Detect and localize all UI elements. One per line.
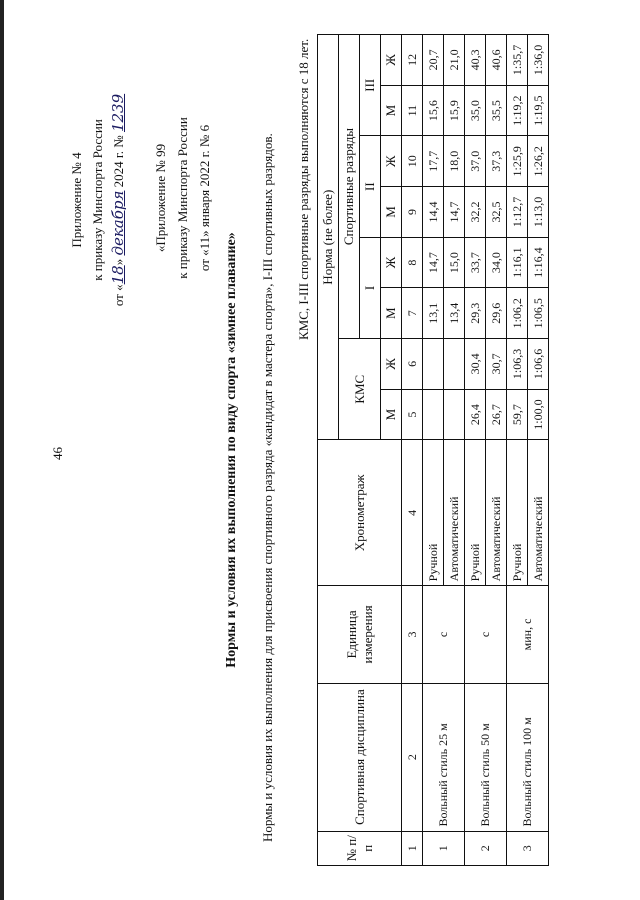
cell-value: 1:19,5 [528,85,549,136]
header-rank1: I [360,237,381,338]
table-row [423,35,444,866]
row-num: 3 [507,831,549,865]
row-unit: с [465,586,507,683]
header-rank2: II [360,136,381,237]
cell-value: 32,2 [465,187,486,238]
cell-value [444,339,465,390]
rotated-page [0,20,640,880]
cell-value: 1:16,1 [507,237,528,288]
norms-table [317,34,549,866]
cell-value: 18,0 [444,136,465,187]
cell-value: 13,1 [423,288,444,339]
col-num-3: 3 [402,586,423,683]
cell-value: 21,0 [444,35,465,86]
header-rank3: III [360,35,381,136]
page-number: 46 [50,447,65,460]
header-discipline: Спортивная дисциплина [318,683,402,831]
col-num-2: 2 [402,683,423,831]
cell-value: 1:25,9 [507,136,528,187]
cell-value: 1:06,2 [507,288,528,339]
header-num: № п/п [318,831,402,865]
row-unit: с [423,586,465,683]
cell-value: 1:06,3 [507,339,528,390]
cell-value: 30,7 [486,339,507,390]
cell-value [423,339,444,390]
appendix-date [108,50,129,350]
header-r2-m: М [381,187,402,238]
appendix-line1: Приложение № 4 [69,152,84,248]
row-unit: мин, с [507,586,549,683]
header-r1-m: М [381,288,402,339]
cell-value: 37,0 [465,136,486,187]
col-num-1: 1 [402,831,423,865]
cell-value: 37,3 [486,136,507,187]
cell-value: 29,6 [486,288,507,339]
cell-value: 1:26,2 [528,136,549,187]
cell-value: 59,7 [507,389,528,440]
col-num-8: 8 [402,237,423,288]
col-num-9: 9 [402,187,423,238]
date-mid: » [111,258,126,266]
header-kms-w: Ж [381,339,402,390]
cell-value: 29,3 [465,288,486,339]
row-discipline: Вольный стиль 100 м [507,683,549,831]
row-timing: Ручной [465,440,486,586]
cell-value: 1:06,6 [528,339,549,390]
table-row [465,35,486,866]
header-row-1 [318,35,339,866]
cell-value: 35,5 [486,85,507,136]
cell-value: 15,6 [423,85,444,136]
page-title: Нормы и условия их выполнения по виду спорта «зимнее плавание» [224,232,239,668]
date-prefix: от « [111,284,126,307]
row-timing: Ручной [507,440,528,586]
cell-value: 1:36,0 [528,35,549,86]
cell-value: 13,4 [444,288,465,339]
age-note: КМС, I-III спортивные разряды выполняются с 18 лет. [296,38,311,340]
date-month: декабря [109,190,127,256]
cell-value: 34,0 [486,237,507,288]
col-num-10: 10 [402,136,423,187]
row-timing: Ручной [423,440,444,586]
row-discipline: Вольный стиль 50 м [465,683,507,831]
appendix-prev-line2: к приказу Минспорта России [175,117,190,279]
col-num-12: 12 [402,35,423,86]
row-num: 2 [465,831,507,865]
header-kms-m: М [381,389,402,440]
cell-value: 1:16,4 [528,237,549,288]
header-kms: КМС [339,339,381,440]
intro-text: Нормы и условия их выполнения для присвоения спортивного разряда «кандидат в мастера спорта», I-III спортивных разрядов. [260,133,275,842]
col-num-6: 6 [402,339,423,390]
col-num-11: 11 [402,85,423,136]
appendix-header [66,50,129,350]
appendix-line2: к приказу Минспорта России [90,119,105,281]
appendix-prev-line1: «Приложение № 99 [153,143,168,253]
col-num-5: 5 [402,389,423,440]
header-r3-w: Ж [381,35,402,86]
cell-value: 15,9 [444,85,465,136]
header-r1-w: Ж [381,237,402,288]
cell-value [423,389,444,440]
cell-value: 14,7 [423,237,444,288]
cell-value: 33,7 [465,237,486,288]
header-r3-m: М [381,85,402,136]
cell-value: 40,6 [486,35,507,86]
header-timing: Хронометраж [318,440,402,586]
cell-value: 40,3 [465,35,486,86]
cell-value: 35,0 [465,85,486,136]
date-year: 2024 г. № [111,135,126,188]
cell-value: 14,4 [423,187,444,238]
col-num-4: 4 [402,440,423,586]
row-timing: Автоматический [528,440,549,586]
cell-value: 17,7 [423,136,444,187]
cell-value: 26,4 [465,389,486,440]
col-num-7: 7 [402,288,423,339]
cell-value: 32,5 [486,187,507,238]
cell-value: 1:13,0 [528,187,549,238]
cell-value: 1:19,2 [507,85,528,136]
cell-value: 1:06,5 [528,288,549,339]
appendix-prev [150,68,216,328]
header-r2-w: Ж [381,136,402,187]
column-number-row [402,35,423,866]
header-norm: Норма (не более) [318,35,339,440]
cell-value: 1:00,0 [528,389,549,440]
date-number: 1239 [109,93,127,133]
row-discipline: Вольный стиль 25 м [423,683,465,831]
row-num: 1 [423,831,465,865]
cell-value: 15,0 [444,237,465,288]
header-ranks: Спортивные разряды [339,35,360,339]
date-day: 18 [109,265,127,285]
table-row [507,35,528,866]
row-timing: Автоматический [486,440,507,586]
cell-value: 26,7 [486,389,507,440]
cell-value: 30,4 [465,339,486,390]
cell-value: 20,7 [423,35,444,86]
cell-value: 14,7 [444,187,465,238]
appendix-prev-line3: от «11» января 2022 г. № 6 [197,124,212,272]
header-unit: Единица измерения [318,586,402,683]
row-timing: Автоматический [444,440,465,586]
cell-value [444,389,465,440]
cell-value: 1:12,7 [507,187,528,238]
cell-value: 1:35,7 [507,35,528,86]
